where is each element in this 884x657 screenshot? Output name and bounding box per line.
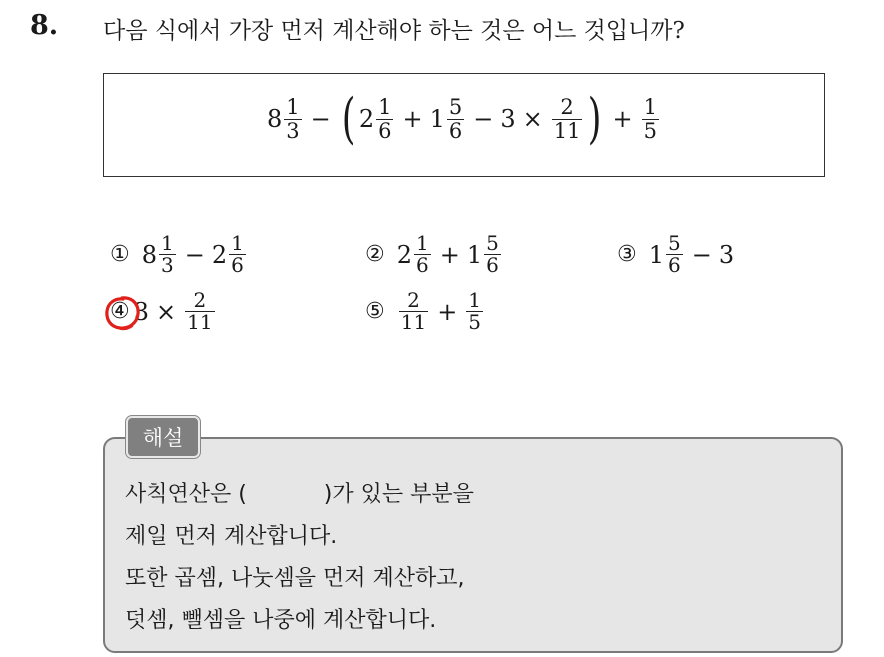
expr-plus: + [402, 105, 423, 133]
option-2-marker: ② [365, 242, 385, 267]
option-4-marker: ④ [110, 299, 130, 324]
option-5-marker: ⑤ [365, 299, 385, 324]
expression [104, 87, 824, 150]
option-5-fraction-b: $\frac{1}{5}$ [468, 288, 482, 334]
expr-fraction-2: $\frac{1}{6}$ [378, 95, 392, 143]
expr-three: 3 [500, 105, 516, 133]
expr-whole-2: 2 [358, 105, 375, 133]
option-3-operator: − [691, 240, 712, 269]
option-1-marker: ① [110, 242, 130, 267]
explanation-box [103, 437, 843, 653]
question-number: 8. [30, 10, 59, 41]
expr-close-paren: ) [588, 87, 602, 150]
expr-whole-1: 8 [266, 105, 283, 133]
explanation-tag: 해설 [126, 416, 200, 458]
expr-whole-3: 1 [429, 105, 445, 133]
option-5-fraction-a: $\frac{2}{11}$ [400, 288, 427, 334]
option-2-whole-a: 2 [396, 240, 413, 269]
expr-open-paren: ( [341, 87, 356, 150]
option-1-fraction-a: $\frac{1}{3}$ [161, 231, 174, 277]
option-1[interactable] [110, 233, 248, 276]
expr-minus-2: − [473, 105, 494, 133]
option-5[interactable] [365, 290, 485, 333]
option-4-fraction-b: $\frac{2}{11}$ [187, 288, 213, 334]
expr-plus-2: + [612, 105, 633, 133]
expr-minus: − [310, 105, 331, 133]
option-3[interactable] [617, 233, 734, 276]
option-2-fraction-a: $\frac{1}{6}$ [416, 231, 429, 277]
option-2-whole-b: 1 [466, 240, 483, 269]
explanation-line-3: 또한 곱셈, 나눗셈을 먼저 계산하고, [125, 566, 465, 591]
question-text: 다음 식에서 가장 먼저 계산해야 하는 것은 어느 것입니까? [103, 18, 685, 44]
expr-fraction-3: $\frac{5}{6}$ [448, 95, 463, 143]
explanation-line-1: 사칙연산은 ( )가 있는 부분을 [125, 482, 474, 507]
option-4-operator: × [156, 297, 177, 326]
expr-fraction-4: $\frac{2}{11}$ [553, 95, 581, 143]
expr-fraction-1: $\frac{1}{3}$ [286, 95, 300, 143]
option-1-fraction-b: $\frac{1}{6}$ [231, 231, 244, 277]
option-2-fraction-b: $\frac{5}{6}$ [486, 231, 499, 277]
explanation-line-2: 제일 먼저 계산합니다. [125, 524, 338, 549]
option-3-whole-a: 1 [648, 240, 665, 269]
option-2-operator: + [439, 240, 460, 269]
option-1-whole-b: 2 [211, 240, 228, 269]
option-4-value-a: 3 [133, 297, 150, 326]
expr-fraction-5: $\frac{1}{5}$ [643, 95, 658, 143]
option-3-fraction-a: $\frac{5}{6}$ [668, 231, 681, 277]
option-1-whole-a: 8 [141, 240, 158, 269]
option-5-operator: + [437, 297, 458, 326]
option-2[interactable] [365, 233, 503, 276]
explanation-line-4: 덧셈, 뺄셈을 나중에 계산합니다. [125, 608, 437, 633]
expression-box [103, 73, 825, 177]
option-3-value-b: 3 [718, 240, 735, 269]
option-3-marker: ③ [617, 242, 637, 267]
expr-times: × [522, 105, 543, 133]
answer-circle-mark [101, 292, 143, 334]
option-1-operator: − [184, 240, 205, 269]
